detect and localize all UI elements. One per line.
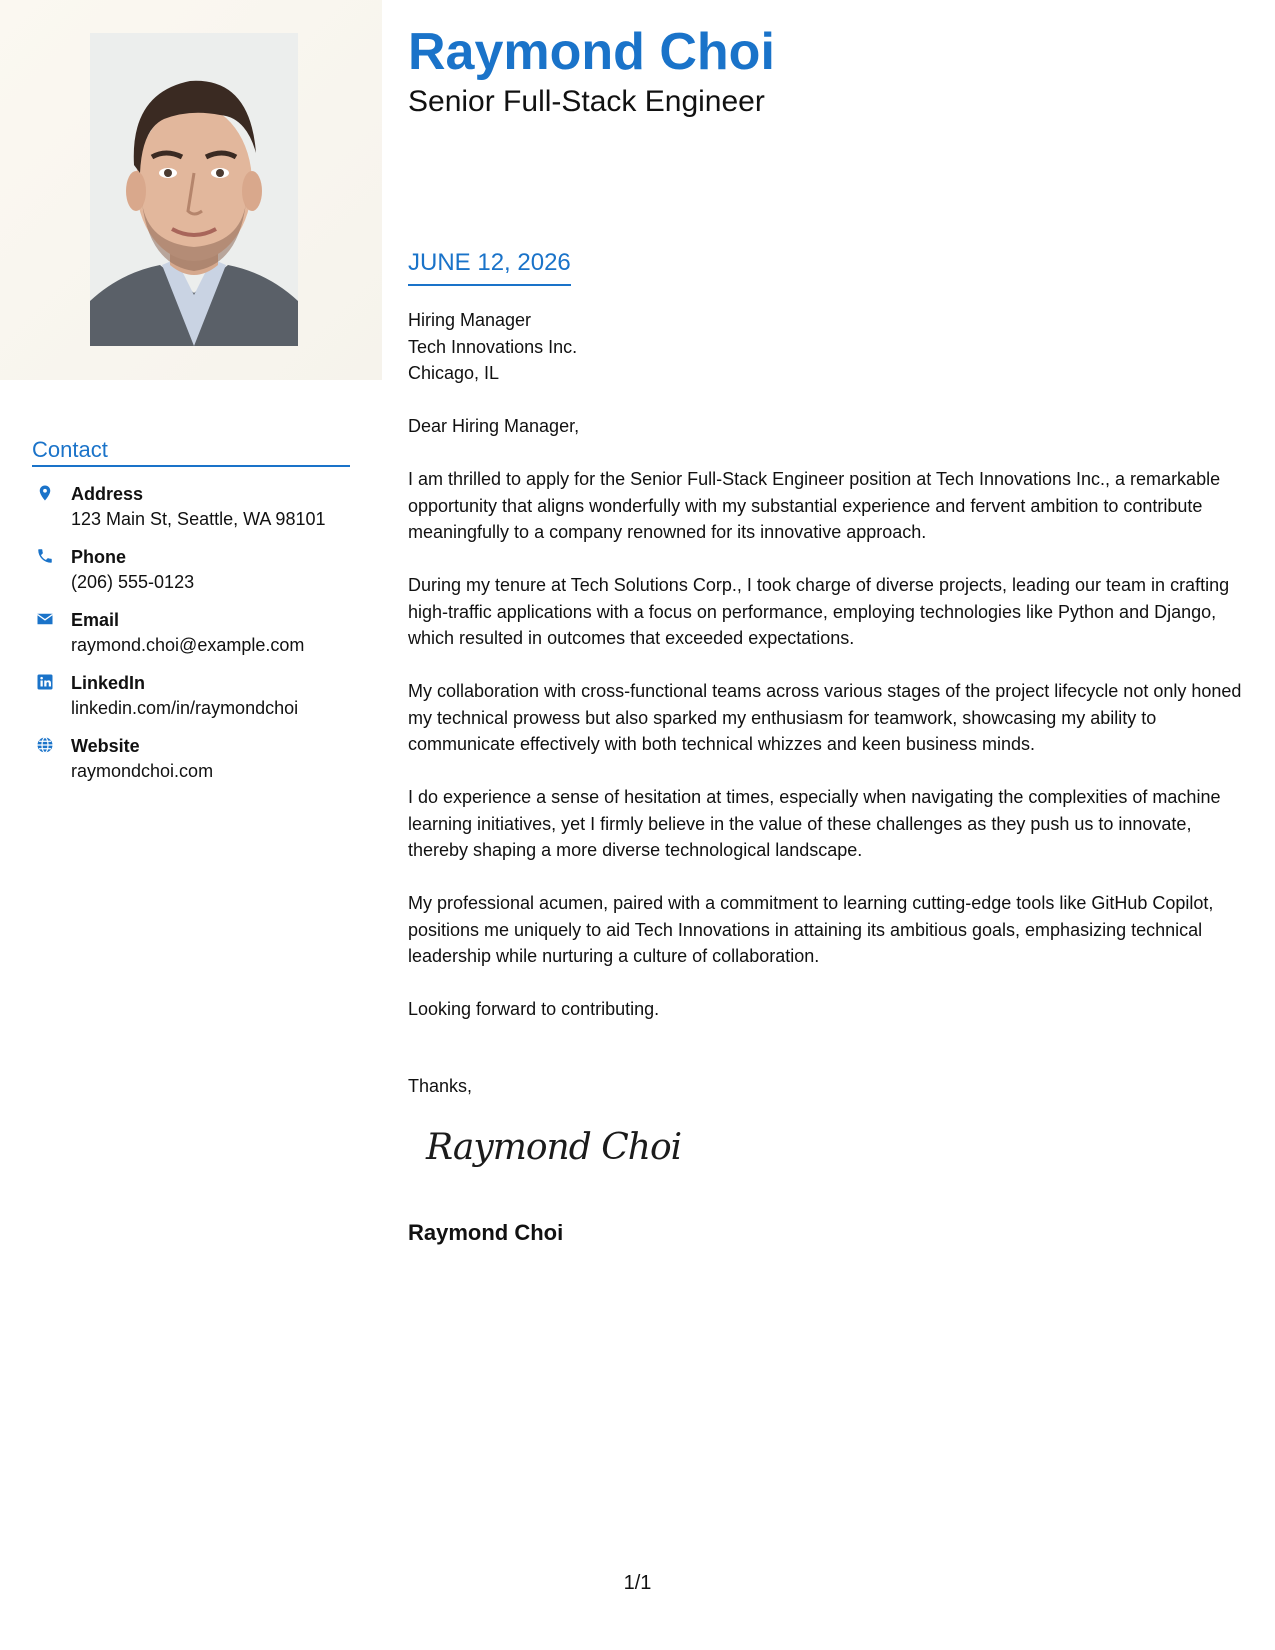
address-value: 123 Main St, Seattle, WA 98101 [71, 509, 326, 529]
contact-item-address [32, 482, 362, 545]
letter-date: JUNE 12, 2026 [408, 248, 571, 286]
contact-item-email [32, 608, 362, 671]
contact-item-website [32, 734, 362, 797]
phone-icon [36, 547, 54, 565]
closing-line: Looking forward to contributing. [408, 999, 660, 1019]
globe-icon [36, 736, 54, 754]
recipient-line: Tech Innovations Inc. [408, 336, 578, 357]
phone-value[interactable]: (206) 555-0123 [71, 572, 195, 592]
body-paragraph: My collaboration with cross-functional teams across various stages of the project lifecycle not only honed my technical prowess but also sparked my enthusiasm for teamwork, showcasing my ability to communicate effectively with both technical whizzes and keen business minds. [408, 681, 1242, 754]
envelope-icon [36, 610, 54, 628]
page-number: 1/1 [623, 1572, 652, 1594]
linkedin-icon [36, 673, 54, 691]
contact-label: Email [71, 610, 120, 630]
contact-label: LinkedIn [71, 673, 146, 693]
contact-label: Address [71, 484, 144, 504]
contact-item-phone [32, 545, 362, 608]
contact-label: Phone [71, 547, 127, 567]
email-link[interactable]: raymond.choi@example.com [71, 635, 305, 655]
body-paragraph: I am thrilled to apply for the Senior Full-Stack Engineer position at Tech Innovations Inc., a remarkable opportunity that aligns wonderfully with my substantial experience and fervent ambition to contribute meaningfully to a company renowned for its innovative approach. [408, 469, 1221, 542]
body-paragraph: I do experience a sense of hesitation at times, especially when navigating the complexities of machine learning initiatives, yet I firmly believe in the value of these challenges as they push us to innovate, thereby shaping a more diverse technological landscape. [408, 787, 1221, 860]
contact-label: Website [71, 736, 140, 756]
body-paragraph: During my tenure at Tech Solutions Corp., I took charge of diverse projects, leading our team in crafting high-traffic applications with a focus on performance, employing technologies like Python and Django, which resulted in outcomes that exceeded expectations. [408, 575, 1230, 648]
signoff: Thanks, [408, 1076, 473, 1096]
letter-body [408, 413, 1248, 1049]
handwritten-signature: Raymond Choi [426, 1127, 682, 1168]
contact-heading: Contact [32, 437, 350, 467]
recipient-line: Chicago, IL [408, 363, 500, 383]
salutation: Dear Hiring Manager, [408, 416, 580, 436]
contact-item-linkedin [32, 671, 362, 734]
map-pin-icon [36, 484, 54, 502]
job-title: Senior Full-Stack Engineer [408, 85, 765, 118]
body-paragraph: My professional acumen, paired with a commitment to learning cutting-edge tools like GitHub Copilot, positions me uniquely to aid Tech Innovations in attaining its ambitious goals, emphasizing technical leadership while nurturing a culture of collaboration. [408, 893, 1214, 966]
linkedin-link[interactable]: linkedin.com/in/raymondchoi [71, 698, 299, 718]
contact-list [32, 482, 362, 797]
profile-photo [90, 33, 298, 346]
signer-name: Raymond Choi [408, 1220, 564, 1245]
recipient-line: Hiring Manager [408, 310, 532, 330]
recipient-block [408, 307, 577, 387]
candidate-name: Raymond Choi [408, 23, 775, 81]
website-link[interactable]: raymondchoi.com [71, 761, 214, 781]
